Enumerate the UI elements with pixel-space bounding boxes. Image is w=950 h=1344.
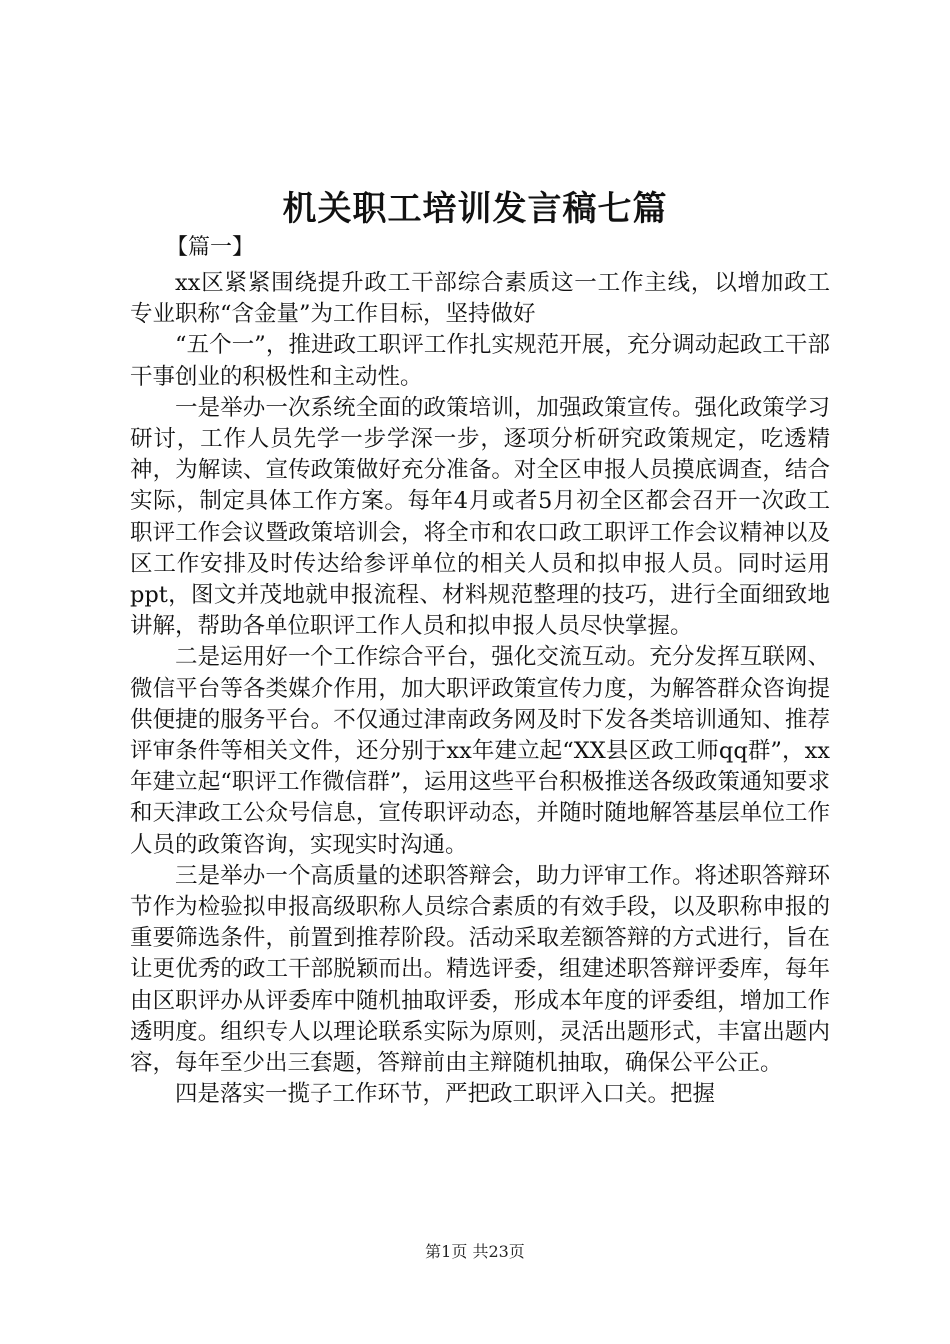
paragraph: 四是落实一揽子工作环节，严把政工职评入口关。把握 (175, 1081, 716, 1108)
paragraph: 一是举办一次系统全面的政策培训，加强政策宣传。强化政策学习研讨，工作人员先学一步学深一步，逐项分析研究政策规定，吃透精神，为解读、宣传政策做好充分准备。对全区申报人员摸底调查，结合实际，制定具体工作方案。每年4月或者5月初全区都会召开一次政工职评工作会议暨政策培训会，将全市和农口政工职评工作会议精神以及区工作安排及时传达给参评单位的相关人员和拟申报人员。同时运用ppt，图文并茂地就申报流程、材料规范整理的技巧，进行全面细致地讲解，帮助各单位职评工作人员和拟申报人员尽快掌握。 (130, 394, 830, 640)
paragraph: “五个一”，推进政工职评工作扎实规范开展，充分调动起政工干部干事创业的积极性和主动性。 (130, 332, 830, 390)
page-footer: 第1页 共23页 (425, 1242, 525, 1261)
paragraph: 二是运用好一个工作综合平台，强化交流互动。充分发挥互联网、微信平台等各类媒介作用，加大职评政策宣传力度，为解答群众咨询提供便捷的服务平台。不仅通过津南政务网及时下发各类培训通知、推荐评审条件等相关文件，还分别于xx年建立起“XX县区政工师qq群”，xx年建立起“职评工作微信群”，运用这些平台积极推送各级政策通知要求和天津政工公众号信息，宣传职评动态，并随时随地解答基层单位工作人员的政策咨询，实现实时沟通。 (130, 644, 830, 858)
document-title: 机关职工培训发言稿七篇 (282, 189, 668, 229)
document-body (130, 268, 830, 1110)
paragraph: 三是举办一个高质量的述职答辩会，助力评审工作。将述职答辩环节作为检验拟申报高级职称人员综合素质的有效手段，以及职称申报的重要筛选条件，前置到推荐阶段。活动采取差额答辩的方式进行，旨在让更优秀的政工干部脱颖而出。精选评委，组建述职答辩评委库，每年由区职评办从评委库中随机抽取评委，形成本年度的评委组，增加工作透明度。组织专人以理论联系实际为原则，灵活出题形式，丰富出题内容，每年至少出三套题，答辩前由主辩随机抽取，确保公平公正。 (130, 862, 830, 1077)
section-label: 【篇一】 (166, 235, 255, 260)
paragraph: xx区紧紧围绕提升政工干部综合素质这一工作主线，以增加政工专业职称“含金量”为工作目标，坚持做好 (130, 270, 830, 328)
